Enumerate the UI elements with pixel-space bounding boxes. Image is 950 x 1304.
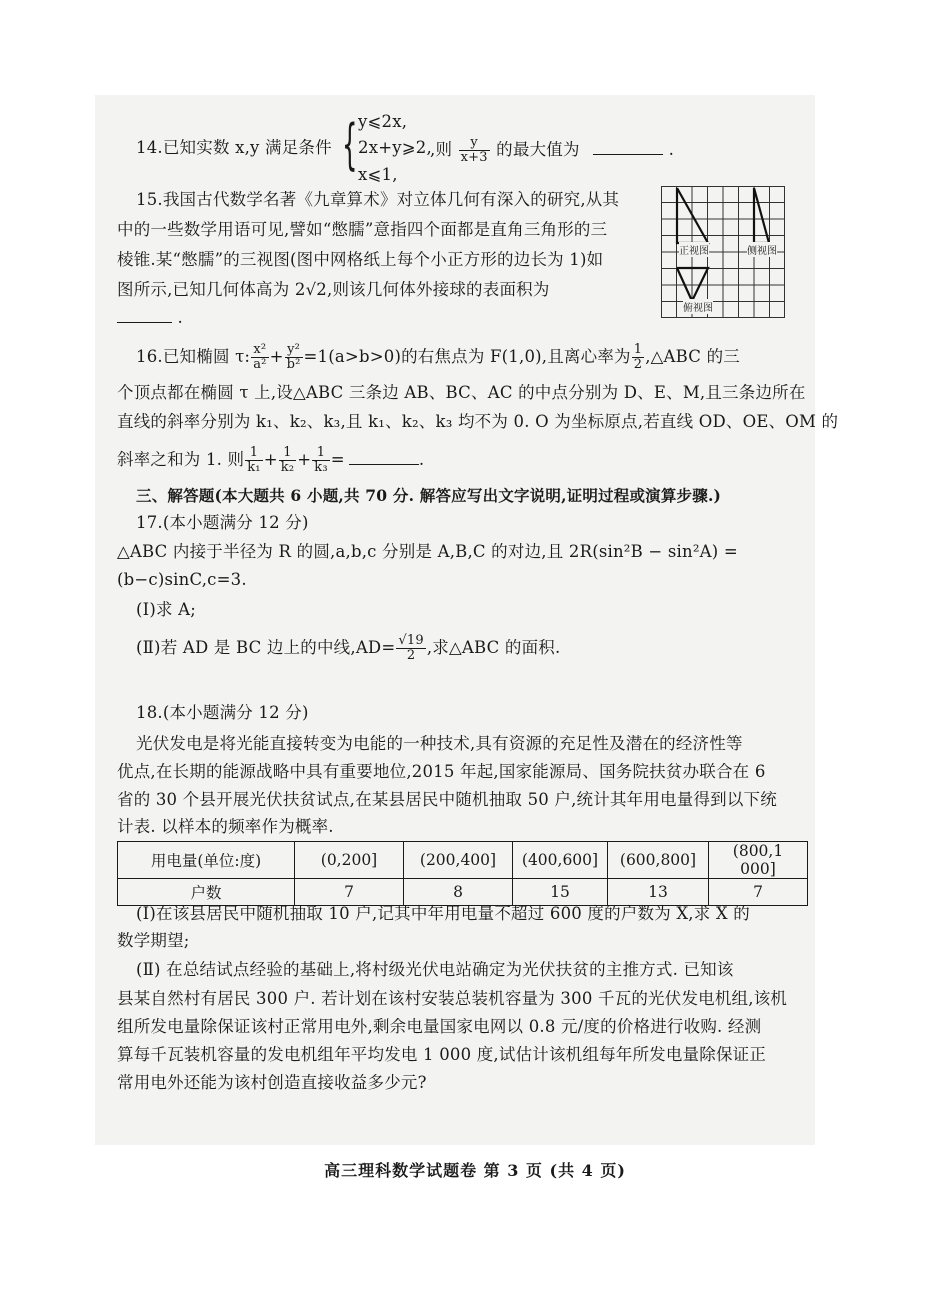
q15-line-4: 图所示,已知几何体高为 2√2,则该几何体外接球的表面积为 [117, 280, 550, 299]
q18-line-2: 优点,在长期的能源战略中具有重要地位,2015 年起,国家能源局、国务院扶贫办联合在 6 [117, 762, 766, 781]
q18-part-2-line-1: (Ⅱ) 在总结试点经验的基础上,将村级光伏电站确定为光伏扶贫的主推方式. 已知该 [136, 960, 734, 979]
q16-plus-2: + [263, 450, 278, 469]
table-cell: 7 [709, 879, 808, 906]
q16-g2-den: k₂ [280, 460, 295, 475]
q18-header: 18.(本小题满分 12 分) [136, 703, 309, 722]
q16-y-fraction [285, 343, 303, 372]
q16-plus-3: + [297, 450, 312, 469]
q14-prefix: 14.已知实数 x,y 满足条件 [136, 138, 332, 157]
q15-answer-blank [117, 308, 172, 323]
table-header-usage: 用电量(单位:度) [118, 842, 295, 879]
q17-line-1: △ABC 内接于半径为 R 的圆,a,b,c 分别是 A,B,C 的对边,且 2R(sin²B − sin²A) = [117, 542, 738, 561]
q16-triangle-text: ,△ABC 的三 [645, 347, 740, 366]
q16-end: . [418, 450, 425, 469]
q14-condition-2: 2x+y⩾2, [358, 138, 432, 157]
q17-frac-num: √19 [398, 633, 424, 648]
q18-part-1-line-1: (Ⅰ)在该县居民中随机抽取 10 户,记其中年用电量不超过 600 度的户数为 X,求 X 的 [136, 904, 750, 923]
three-view-figure [661, 186, 785, 318]
q17-part-1: (Ⅰ)求 A; [136, 600, 197, 619]
q18-line-4: 计表. 以样本的频率作为概率. [117, 817, 334, 836]
q15-line-2: 中的一些数学用语可见,譬如“憋臑”意指四个面都是直角三角形的三 [117, 220, 608, 239]
q14-condition-3: x⩽1, [358, 165, 398, 184]
table-cell: 13 [608, 879, 709, 906]
q16-intro: 16.已知椭圆 τ: [136, 347, 251, 366]
q16-f2-num: y² [285, 343, 303, 358]
table-cell: (200,400] [404, 842, 513, 879]
table-cell: (600,800] [608, 842, 709, 879]
q16-line-2: 个顶点都在椭圆 τ 上,设△ABC 三条边 AB、BC、AC 的中点分别为 D、E、M,且三条边所在 [117, 383, 806, 402]
electricity-usage-table [117, 841, 808, 906]
q14-condition-1: y⩽2x, [358, 112, 408, 131]
q16-f1-den: a² [253, 357, 267, 372]
q16-line-4: 斜率之和为 1. 则 [117, 450, 245, 469]
q14-end: . [668, 140, 675, 159]
side-view-label: 侧视图 [747, 242, 777, 257]
q16-eccentricity [632, 343, 644, 372]
system-brace: { [342, 113, 358, 176]
q15-line-3: 棱锥.某“憋臑”的三视图(图中网格纸上每个小正方形的边长为 1)如 [117, 250, 604, 269]
q17-part-2: (Ⅱ)若 AD 是 BC 边上的中线,AD= [136, 638, 396, 657]
q16-equals: = [330, 450, 345, 469]
q17-part-2-end: ,求△ABC 的面积. [426, 638, 561, 657]
table-cell: (0,200] [295, 842, 404, 879]
q18-part-2-line-2: 县某自然村有居民 300 户. 若计划在该村安装总装机容量为 300 千瓦的光伏发电机组,该机 [117, 989, 788, 1008]
q16-inv-k3 [312, 446, 330, 475]
q15-line-1: 15.我国古代数学名著《九章算术》对立体几何有深入的研究,从其 [136, 190, 620, 209]
q16-plus: + [269, 347, 284, 366]
q18-part-2-line-5: 常用电外还能为该村创造直接收益多少元? [117, 1073, 427, 1092]
q18-line-1: 光伏发电是将光能直接转变为电能的一种技术,具有资源的充足性及潜在的经济性等 [136, 734, 743, 753]
q16-g3-num: 1 [312, 446, 330, 461]
q16-line-3: 直线的斜率分别为 k₁、k₂、k₃,且 k₁、k₂、k₃ 均不为 0. O 为坐标原点,若直线 OD、OE、OM 的 [117, 412, 839, 431]
q16-g2-num: 1 [279, 446, 297, 461]
table-header-households: 户数 [118, 879, 295, 906]
top-view-label: 俯视图 [683, 299, 713, 314]
table-cell: (400,600] [513, 842, 608, 879]
q16-focus-text: =1(a>b>0)的右焦点为 F(1,0),且离心率为 [303, 347, 631, 366]
q17-line-2: (b−c)sinC,c=3. [117, 570, 247, 589]
q16-f3-den: 2 [633, 357, 643, 372]
q16-x-fraction [251, 343, 268, 372]
q16-g1-den: k₁ [247, 460, 261, 475]
q17-frac-den: 2 [406, 648, 416, 663]
q14-frac-num: y [459, 136, 490, 151]
q17-header: 17.(本小题满分 12 分) [136, 513, 309, 532]
q17-ad-fraction [396, 634, 425, 663]
q14-mid: ,则 [430, 140, 453, 159]
table-cell: 15 [513, 879, 608, 906]
front-view-label: 正视图 [679, 242, 709, 257]
table-cell: (800,1 000] [709, 842, 808, 879]
q15-end: . [177, 308, 183, 327]
section-3-heading: 三、解答题(本大题共 6 小题,共 70 分. 解答应写出文字说明,证明过程或演算步骤.) [136, 486, 722, 505]
q14-answer-blank [593, 140, 663, 155]
q18-part-2-line-3: 组所发电量除保证该村正常用电外,剩余电量国家电网以 0.8 元/度的价格进行收购. 经测 [117, 1017, 762, 1036]
table-row [118, 842, 808, 879]
q16-g3-den: k₃ [314, 460, 328, 475]
table-cell: 7 [295, 879, 404, 906]
q16-f2-den: b² [286, 357, 301, 372]
q18-line-3: 省的 30 个县开展光伏扶贫试点,在某县居民中随机抽取 50 户,统计其年用电量得到以下统 [117, 790, 777, 809]
q18-part-1-line-2: 数学期望; [117, 931, 190, 950]
q18-part-2-line-4: 算每千瓦装机容量的发电机组年平均发电 1 000 度,试估计该机组每年所发电量除保证正 [117, 1045, 767, 1064]
q14-frac-den: x+3 [460, 150, 488, 165]
q14-suffix: 的最大值为 [496, 140, 580, 159]
q16-g1-num: 1 [245, 446, 263, 461]
q16-inv-k1 [245, 446, 263, 475]
page-footer: 高三理科数学试题卷 第 3 页 (共 4 页) [324, 1161, 626, 1180]
q16-inv-k2 [279, 446, 297, 475]
q16-f3-num: 1 [633, 342, 643, 357]
q16-answer-blank [349, 450, 419, 465]
table-cell: 8 [404, 879, 513, 906]
q16-f1-num: x² [251, 343, 268, 358]
q14-fraction [459, 136, 490, 165]
